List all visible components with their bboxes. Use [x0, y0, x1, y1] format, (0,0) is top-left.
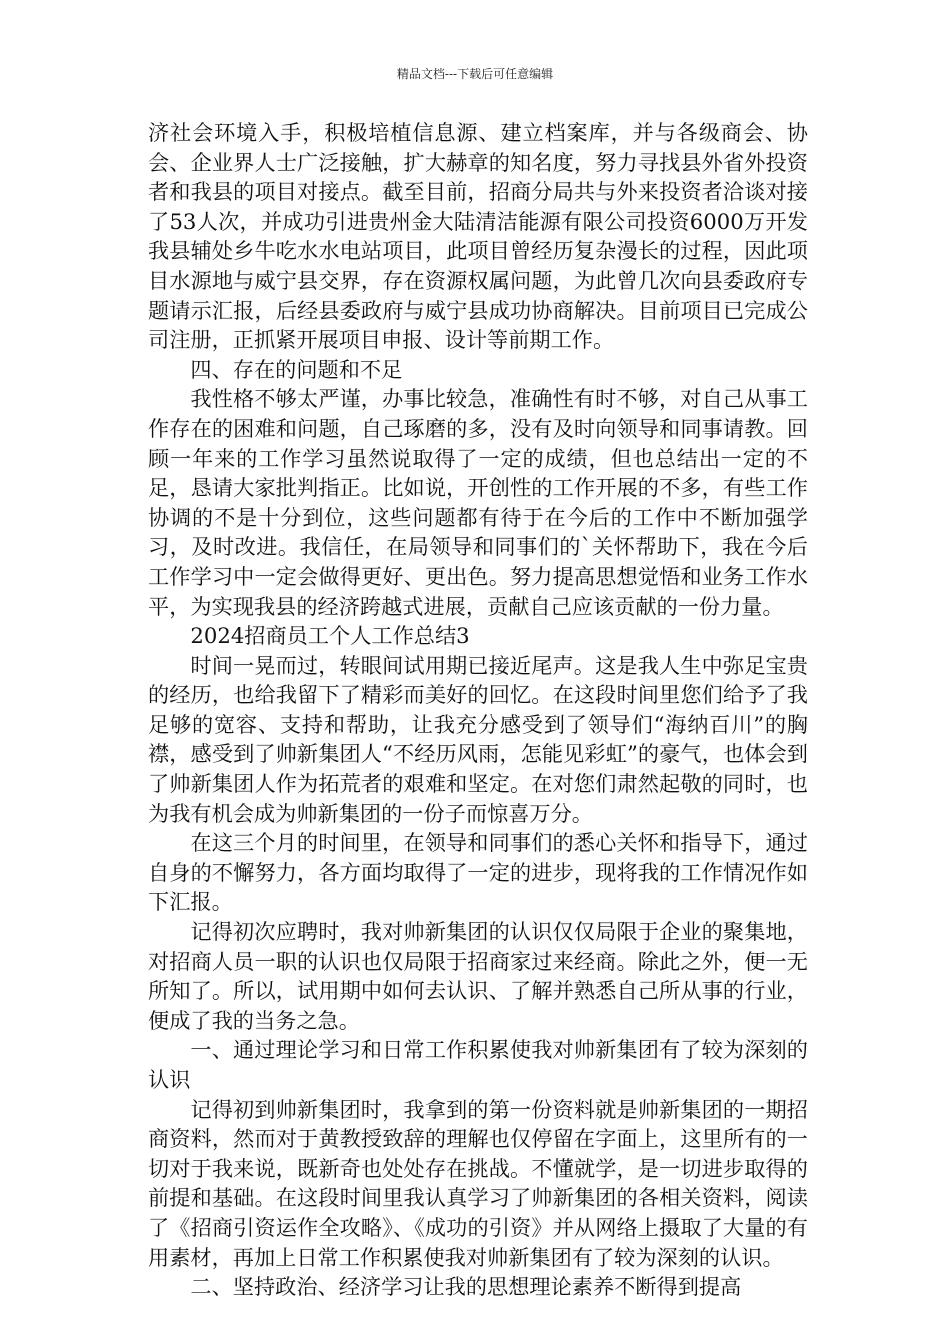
section-heading-two: 二、坚持政治、经济学习让我的思想理论素养不断得到提高 — [190, 1274, 742, 1300]
document-body — [148, 118, 808, 1302]
paragraph: 时间一晃而过，转眼间试用期已接近尾声。这是我人生中弥足宝贵的经历，也给我留下了精彩而美好的回忆。在这段时间里您们给予了我足够的宽容、支持和帮助，让我充分感受到了领导们“海纳百川”的胸襟，感受到了帅新集团人“不经历风雨，怎能见彩虹”的豪气，也体会到了帅新集团人作为拓荒者的艰难和坚定。在对您们肃然起敬的同时，也为我有机会成为帅新集团的一份子而惊喜万分。 — [148, 652, 808, 826]
paragraph-continuation: 济社会环境入手，积极培植信息源、建立档案库，并与各级商会、协会、企业界人士广泛接触，扩大赫章的知名度，努力寻找县外省外投资者和我县的项目对接点。截至目前，招商分局共与外来投资者洽谈对接了53人次，并成功引进贵州金大陆清洁能源有限公司投资6000万开发我县辅处乡牛吃水水电站项目，此项目曾经历复杂漫长的过程，因此项目水源地与威宁县交界，存在资源权属问题，为此曾几次向县委政府专题请示汇报，后经县委政府与威宁县成功协商解决。目前项目已完成公司注册，正抓紧开展项目申报、设计等前期工作。 — [148, 120, 808, 353]
paragraph: 记得初到帅新集团时，我拿到的第一份资料就是帅新集团的一期招商资料，然而对于黄教授致辞的理解也仅停留在字面上，这里所有的一切对于我来说，既新奇也处处存在挑战。不懂就学，是一切进步取得的前提和基础。在这段时间里我认真学习了帅新集团的各相关资料，阅读了《招商引资运作全攻略》、《成功的引资》并从网络上摄取了大量的有用素材，再加上日常工作积累使我对帅新集团有了较为深刻的认识。 — [148, 1096, 808, 1270]
section-heading-one: 一、通过理论学习和日常工作积累使我对帅新集团有了较为深刻的认识 — [148, 1037, 808, 1092]
paragraph: 在这三个月的时间里，在领导和同事们的悉心关怀和指导下，通过自身的不懈努力，各方面均取得了一定的进步，现将我的工作情况作如下汇报。 — [148, 830, 808, 915]
document-title-3: 2024招商员工个人工作总结3 — [190, 623, 470, 649]
paragraph: 记得初次应聘时，我对帅新集团的认识仅仅局限于企业的聚集地，对招商人员一职的认识也仅局限于招商家过来经商。除此之外，便一无所知了。所以，试用期中如何去认识、了解并熟悉自己所从事的行业，便成了我的当务之急。 — [148, 919, 808, 1033]
page-header: 精品文档---下载后可任意编辑 — [396, 67, 554, 81]
paragraph: 我性格不够太严谨，办事比较急，准确性有时不够，对自己从事工作存在的困难和问题，自己琢磨的多，没有及时向领导和同事请教。回顾一年来的工作学习虽然说取得了一定的成绩，但也总结出一定的不足，恳请大家批判指正。比如说，开创性的工作开展的不多，有些工作协调的不是十分到位，这些问题都有待于在今后的工作中不断加强学习，及时改进。我信任，在局领导和同事们的`关怀帮助下，我在今后工作学习中一定会做得更好、更出色。努力提高思想觉悟和业务工作水平，为实现我县的经济跨越式进展，贡献自己应该贡献的一份力量。 — [148, 386, 808, 619]
section-heading-problems: 四、存在的问题和不足 — [190, 356, 403, 382]
